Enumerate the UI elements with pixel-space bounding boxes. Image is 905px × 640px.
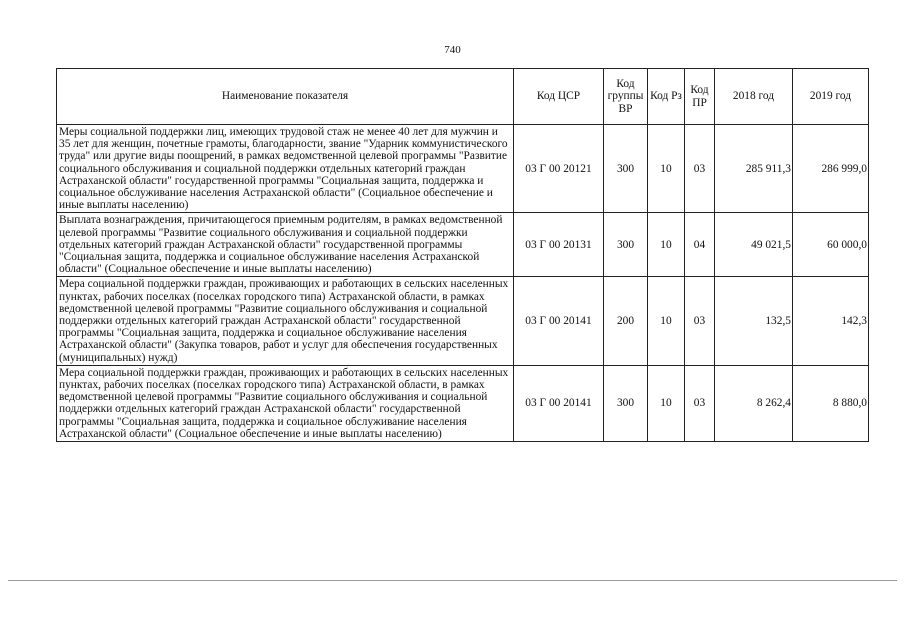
cell-rz: 10: [648, 365, 685, 441]
cell-csr: 03 Г 00 20141: [514, 277, 604, 365]
cell-2019: 142,3: [793, 277, 869, 365]
page-divider: [8, 580, 897, 581]
header-rz: Код Рз: [648, 69, 685, 125]
cell-name: Меры социальной поддержки лиц, имеющих трудовой стаж не менее 40 лет для мужчин и 35 лет для женщин, почетные грамоты, благодарности, звание "Ударник коммунистического труда" или другие виды поощрений, в рамках ведомственной целевой программы "Развитие социального обслуживания и социальной поддержки отдельных категорий граждан Астраханской области" государственной программы "Социальная защита, поддержка и социальное обслуживание населения Астраханской области" (Социальное обеспечение и иные выплаты населению): [57, 125, 514, 213]
cell-pr: 03: [685, 125, 715, 213]
cell-2018: 49 021,5: [715, 213, 793, 277]
cell-vr: 200: [604, 277, 648, 365]
cell-csr: 03 Г 00 20121: [514, 125, 604, 213]
cell-pr: 04: [685, 213, 715, 277]
cell-rz: 10: [648, 213, 685, 277]
table-body: [57, 125, 869, 442]
table-row: [57, 277, 869, 365]
header-2019: 2019 год: [793, 69, 869, 125]
cell-vr: 300: [604, 213, 648, 277]
cell-name: Мера социальной поддержки граждан, проживающих и работающих в сельских населенных пунктах, рабочих поселках (поселках городского типа) Астраханской области, в рамках ведомственной целевой программы "Развитие социального обслуживания и социальной поддержки отдельных категорий граждан Астраханской области" государственной программы "Социальная защита, поддержка и социальное обслуживание населения Астраханской области" (Социальное обеспечение и иные выплаты населению): [57, 365, 514, 441]
cell-rz: 10: [648, 125, 685, 213]
header-row: [57, 69, 869, 125]
cell-csr: 03 Г 00 20141: [514, 365, 604, 441]
cell-2018: 132,5: [715, 277, 793, 365]
cell-pr: 03: [685, 277, 715, 365]
header-pr: Код ПР: [685, 69, 715, 125]
cell-name: Мера социальной поддержки граждан, проживающих и работающих в сельских населенных пунктах, рабочих поселках (поселках городского типа) Астраханской области, в рамках ведомственной целевой программы "Развитие социального обслуживания и социальной поддержки отдельных категорий граждан Астраханской области" государственной программы "Социальная защита, поддержка и социальное обслуживание населения Астраханской области" (Закупка товаров, работ и услуг для обеспечения государственных (муниципальных) нужд): [57, 277, 514, 365]
header-csr: Код ЦСР: [514, 69, 604, 125]
cell-2018: 8 262,4: [715, 365, 793, 441]
header-name: Наименование показателя: [57, 69, 514, 125]
cell-rz: 10: [648, 277, 685, 365]
cell-vr: 300: [604, 365, 648, 441]
header-vr: Код группы ВР: [604, 69, 648, 125]
cell-csr: 03 Г 00 20131: [514, 213, 604, 277]
budget-table: [56, 68, 869, 442]
table-row: [57, 365, 869, 441]
cell-2019: 60 000,0: [793, 213, 869, 277]
cell-2019: 8 880,0: [793, 365, 869, 441]
table-row: [57, 213, 869, 277]
cell-2019: 286 999,0: [793, 125, 869, 213]
table-row: [57, 125, 869, 213]
cell-name: Выплата вознаграждения, причитающегося приемным родителям, в рамках ведомственной целевой программы "Развитие социального обслуживания и социальной поддержки отдельных категорий граждан Астраханской области" государственной программы "Социальная защита, поддержка и социальное обслуживание населения Астраханской области" (Социальное обеспечение и иные выплаты населению): [57, 213, 514, 277]
table-header: [57, 69, 869, 125]
cell-vr: 300: [604, 125, 648, 213]
header-2018: 2018 год: [715, 69, 793, 125]
cell-2018: 285 911,3: [715, 125, 793, 213]
page-number: 740: [444, 44, 461, 56]
cell-pr: 03: [685, 365, 715, 441]
